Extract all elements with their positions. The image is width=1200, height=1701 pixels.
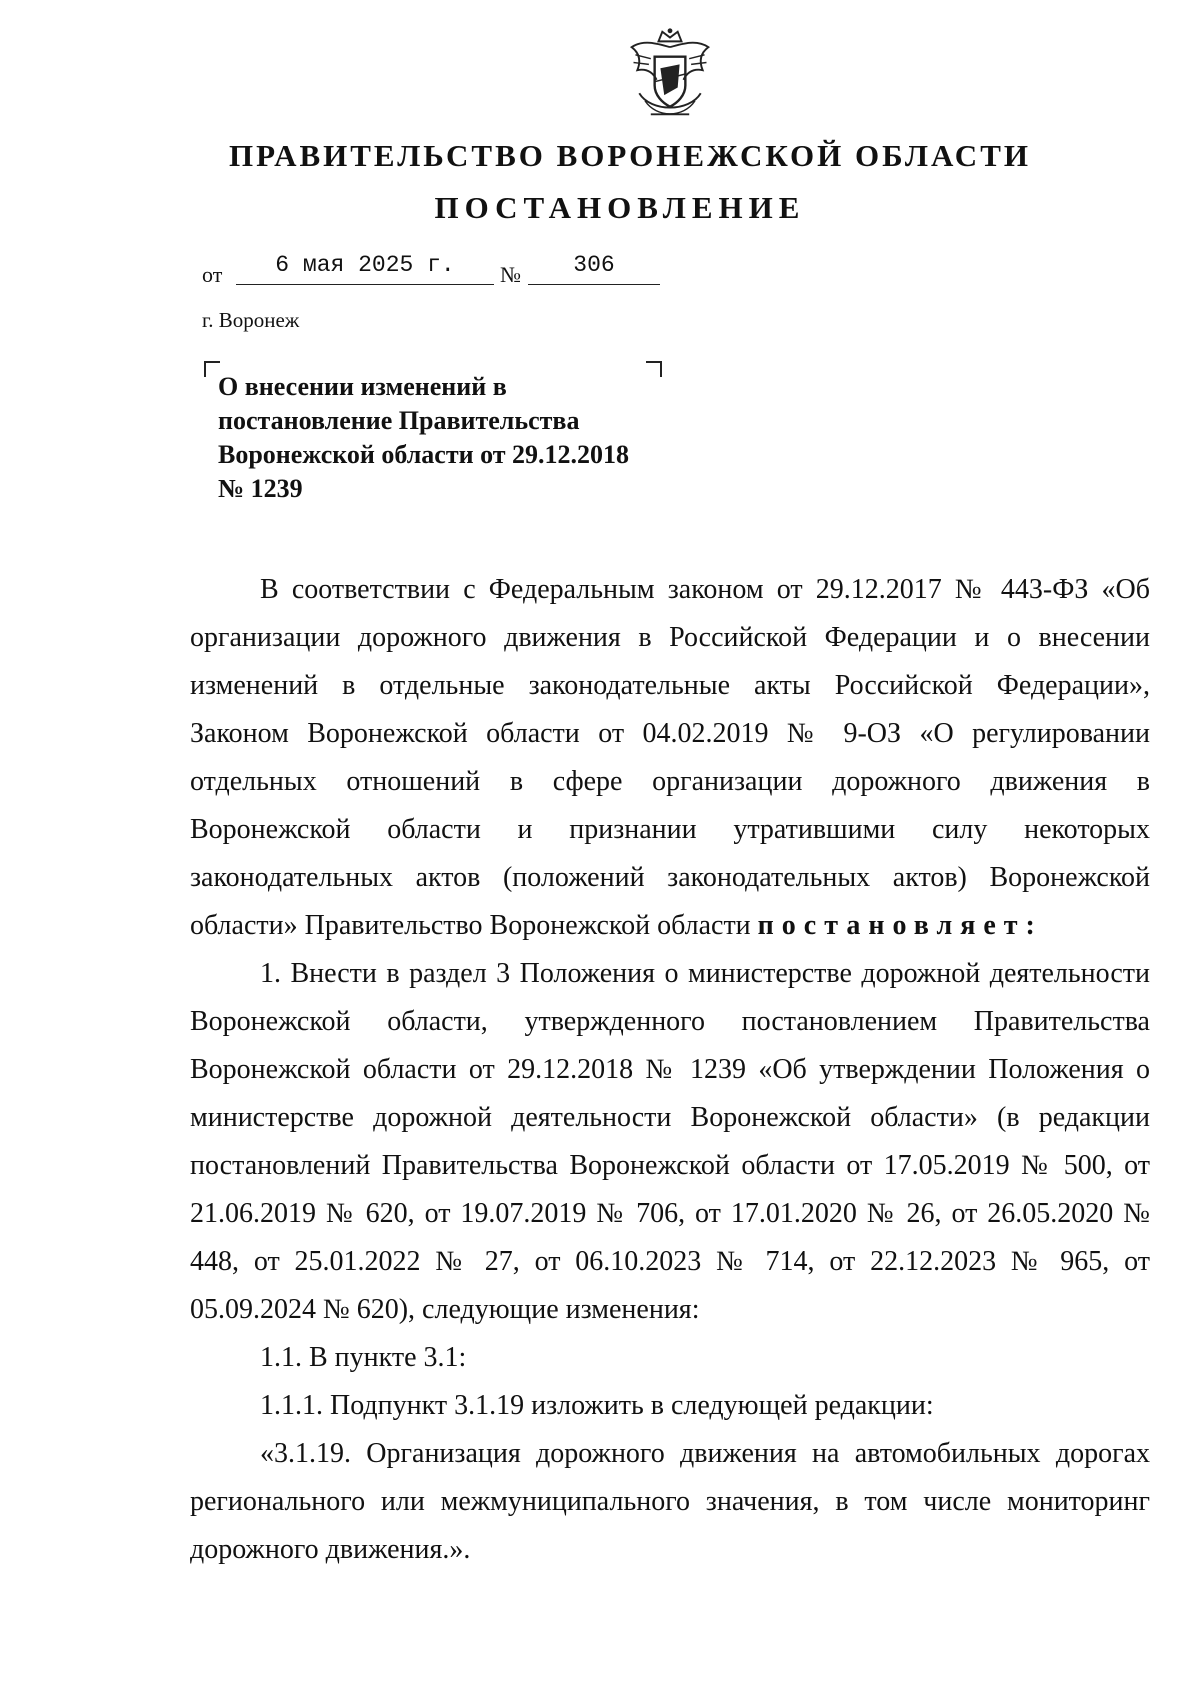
number-sign-label: № <box>500 262 521 287</box>
document-date-field <box>236 252 494 285</box>
document-type-title: ПОСТАНОВЛЕНИЕ <box>434 190 806 225</box>
item-1-paragraph: 1. Внести в раздел 3 Положения о министерстве дорожной деятельности Воронежской области, утвержденного постановлением Правительства Воронежской области от 29.12.2018 № 1239 «Об утверждении Положения о министерстве дорожной деятельности Воронежской области» (в редакции постановлений Правительства Воронежской области от 17.05.2019 № 500, от 21.06.2019 № 620, от 19.07.2019 № 706, от 17.01.2020 № 26, от 26.05.2020 № 448, от 25.01.2022 № 27, от 06.10.2023 № 714, от 22.12.2023 № 965, от 05.09.2024 № 620), следующие изменения: <box>190 958 1150 1325</box>
document-number: 306 <box>573 252 615 278</box>
document-number-field <box>528 252 660 285</box>
resolves-word: постановляет: <box>757 910 1043 941</box>
document-body <box>190 566 1150 1574</box>
date-prefix-label: от <box>202 262 223 287</box>
item-1-1-paragraph: 1.1. В пункте 3.1: <box>260 1342 467 1373</box>
document-date: 6 мая 2025 г. <box>275 252 455 278</box>
subject-bracket-right <box>646 361 662 377</box>
government-title: ПРАВИТЕЛЬСТВО ВОРОНЕЖСКОЙ ОБЛАСТИ <box>229 138 1031 173</box>
preamble-text: В соответствии с Федеральным законом от 29.12.2017 № 443-ФЗ «Об организации дорожного движения в Российской Федерации и о внесении изменений в отдельные законодательные акты Российской Федерации», Законом Воронежской области от 04.02.2019 № 9-ОЗ «О регулировании отдельных отношений в сфере организации дорожного движения в Воронежской области и признании утратившими силу некоторых законодательных актов (положений законодательных актов) Воронежской области» Правительство Воронежской области <box>190 574 1150 941</box>
preamble-paragraph <box>190 566 1150 950</box>
quoted-paragraph: «3.1.19. Организация дорожного движения на автомобильных дорогах регионального или межмуниципального значения, в том числе мониторинг дорожного движения.». <box>190 1438 1150 1565</box>
item-1-1-1-paragraph: 1.1.1. Подпункт 3.1.19 изложить в следующей редакции: <box>260 1390 934 1421</box>
city-label: г. Воронеж <box>202 308 300 332</box>
document-subject: О внесении изменений в постановление Правительства Воронежской области от 29.12.2018 № 1239 <box>218 372 630 503</box>
coat-of-arms-icon <box>622 26 718 122</box>
